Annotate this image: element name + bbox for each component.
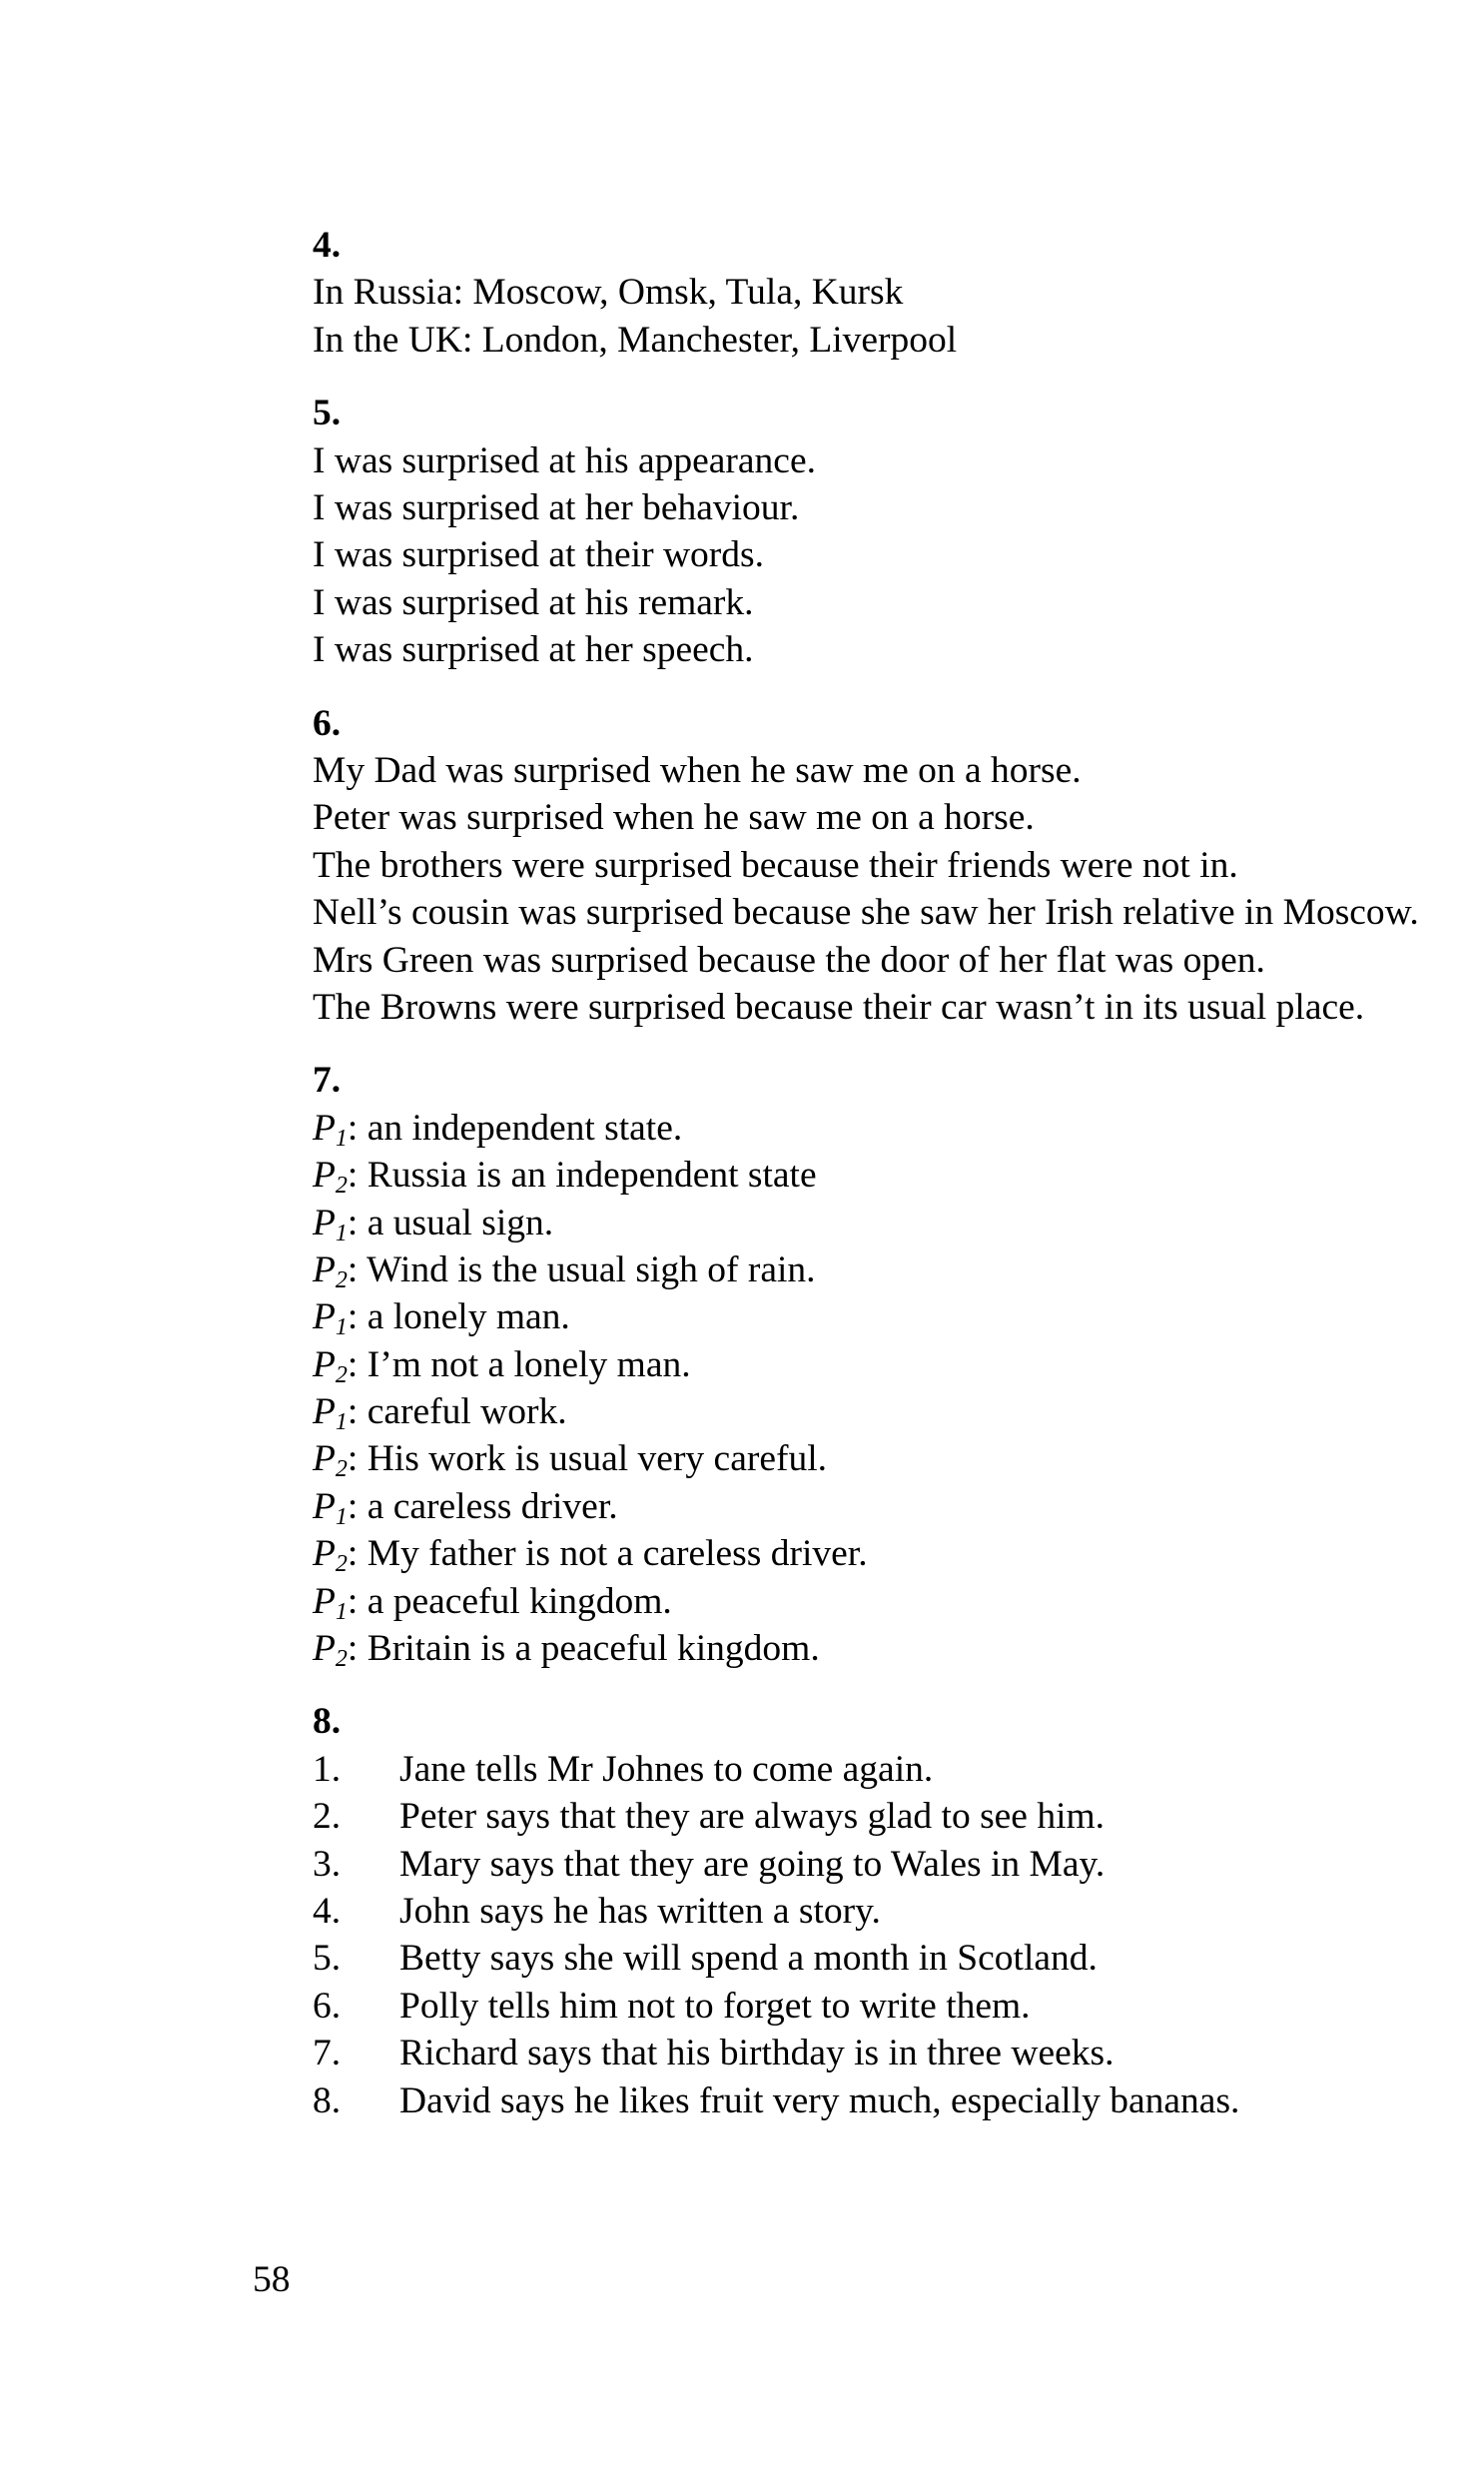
speaker-label: $P_1$ (313, 1107, 348, 1152)
item-text: David says he likes fruit very much, especially bananas. (399, 2079, 1240, 2121)
speaker-label: $P_1$ (313, 1485, 348, 1530)
list-item (253, 1983, 1468, 2030)
dialogue-text: : His work is usual very careful. (347, 1438, 828, 1480)
item-number: 2. (313, 1796, 342, 1838)
exercise-8 (253, 1698, 1468, 2124)
exercise-number: 7. (313, 1060, 342, 1102)
paragraph: My Dad was surprised when he saw me on a horse. (313, 749, 1082, 791)
paragraph: Mrs Green was surprised because the door of her flat was open. (313, 939, 1265, 981)
exercise-4 (253, 222, 1468, 364)
list-item (253, 2077, 1468, 2124)
dialogue-line (253, 1578, 1468, 1625)
exercise-6 (253, 700, 1468, 1032)
list-item (253, 1841, 1468, 1888)
speaker-label: $P_2$ (313, 1438, 348, 1483)
exercise-number: 6. (313, 702, 342, 744)
item-number: 5. (313, 1938, 342, 1980)
exercise-number: 4. (313, 225, 342, 266)
dialogue-text: : I’m not a lonely man. (347, 1343, 691, 1385)
item-text: Jane tells Mr Johnes to come again. (399, 1748, 934, 1790)
text-line: I was surprised at his appearance. (313, 439, 816, 481)
paragraph: Peter was surprised when he saw me on a horse. (313, 797, 1035, 839)
speaker-label: $P_2$ (313, 1343, 348, 1388)
exercise-5 (253, 390, 1468, 673)
page-number: 58 (253, 2259, 291, 2300)
speaker-label: $P_1$ (313, 1580, 348, 1625)
paragraph: The Browns were surprised because their car wasn’t in its usual place. (313, 986, 1365, 1028)
list-item (253, 1793, 1468, 1840)
dialogue-line (253, 1388, 1468, 1435)
dialogue-line (253, 1152, 1468, 1199)
item-text: John says he has written a story. (399, 1890, 881, 1932)
speaker-label: $P_1$ (313, 1202, 348, 1246)
dialogue-line (253, 1200, 1468, 1246)
item-text: Richard says that his birthday is in three weeks. (399, 2033, 1114, 2074)
paragraph: The brothers were surprised because their friends were not in. (313, 844, 1238, 886)
dialogue-line (253, 1625, 1468, 1672)
dialogue-text: : a careless driver. (347, 1485, 618, 1527)
dialogue-text: : a lonely man. (347, 1296, 570, 1338)
speaker-label: $P_2$ (313, 1248, 348, 1293)
dialogue-line (253, 1530, 1468, 1577)
dialogue-line (253, 1293, 1468, 1340)
text-line: I was surprised at her speech. (313, 629, 754, 671)
speaker-label: $P_2$ (313, 1533, 348, 1578)
dialogue-text: : a peaceful kingdom. (347, 1580, 672, 1622)
item-text: Peter says that they are always glad to see him. (399, 1796, 1106, 1838)
speaker-label: $P_2$ (313, 1155, 348, 1200)
dialogue-text: : My father is not a careless driver. (347, 1533, 868, 1575)
item-text: Mary says that they are going to Wales in May. (399, 1843, 1106, 1885)
answer-key-page (253, 222, 1468, 2150)
item-number: 3. (313, 1843, 342, 1885)
dialogue-line (253, 1483, 1468, 1530)
dialogue-text: : careful work. (347, 1391, 567, 1433)
dialogue-line (253, 1246, 1468, 1293)
item-number: 8. (313, 2079, 342, 2121)
dialogue-text: : Russia is an independent state (347, 1155, 817, 1197)
item-number: 7. (313, 2033, 342, 2074)
text-line: In the UK: London, Manchester, Liverpool (313, 319, 958, 361)
item-number: 4. (313, 1890, 342, 1932)
item-number: 1. (313, 1748, 342, 1790)
dialogue-text: : a usual sign. (347, 1202, 554, 1243)
item-text: Polly tells him not to forget to write them. (399, 1985, 1031, 2027)
text-line: I was surprised at her behaviour. (313, 486, 800, 528)
dialogue-text: : an independent state. (347, 1107, 683, 1149)
list-item (253, 1888, 1468, 1935)
text-line: In Russia: Moscow, Omsk, Tula, Kursk (313, 272, 904, 314)
item-text: Betty says she will spend a month in Scotland. (399, 1938, 1098, 1980)
exercise-number: 5. (313, 393, 342, 434)
item-number: 6. (313, 1985, 342, 2027)
text-line: I was surprised at his remark. (313, 581, 754, 623)
list-item (253, 1746, 1468, 1793)
text-line: I was surprised at their words. (313, 534, 764, 576)
dialogue-line (253, 1105, 1468, 1152)
dialogue-line (253, 1435, 1468, 1482)
speaker-label: $P_1$ (313, 1391, 348, 1436)
list-item (253, 2030, 1468, 2076)
exercise-7 (253, 1057, 1468, 1672)
dialogue-line (253, 1341, 1468, 1388)
speaker-label: $P_2$ (313, 1628, 348, 1673)
speaker-label: $P_1$ (313, 1296, 348, 1341)
list-item (253, 1935, 1468, 1982)
dialogue-text: : Wind is the usual sigh of rain. (347, 1248, 816, 1290)
paragraph: Nell’s cousin was surprised because she saw her Irish relative in Moscow. (313, 892, 1419, 934)
exercise-number: 8. (313, 1701, 342, 1743)
dialogue-text: : Britain is a peaceful kingdom. (347, 1628, 820, 1670)
